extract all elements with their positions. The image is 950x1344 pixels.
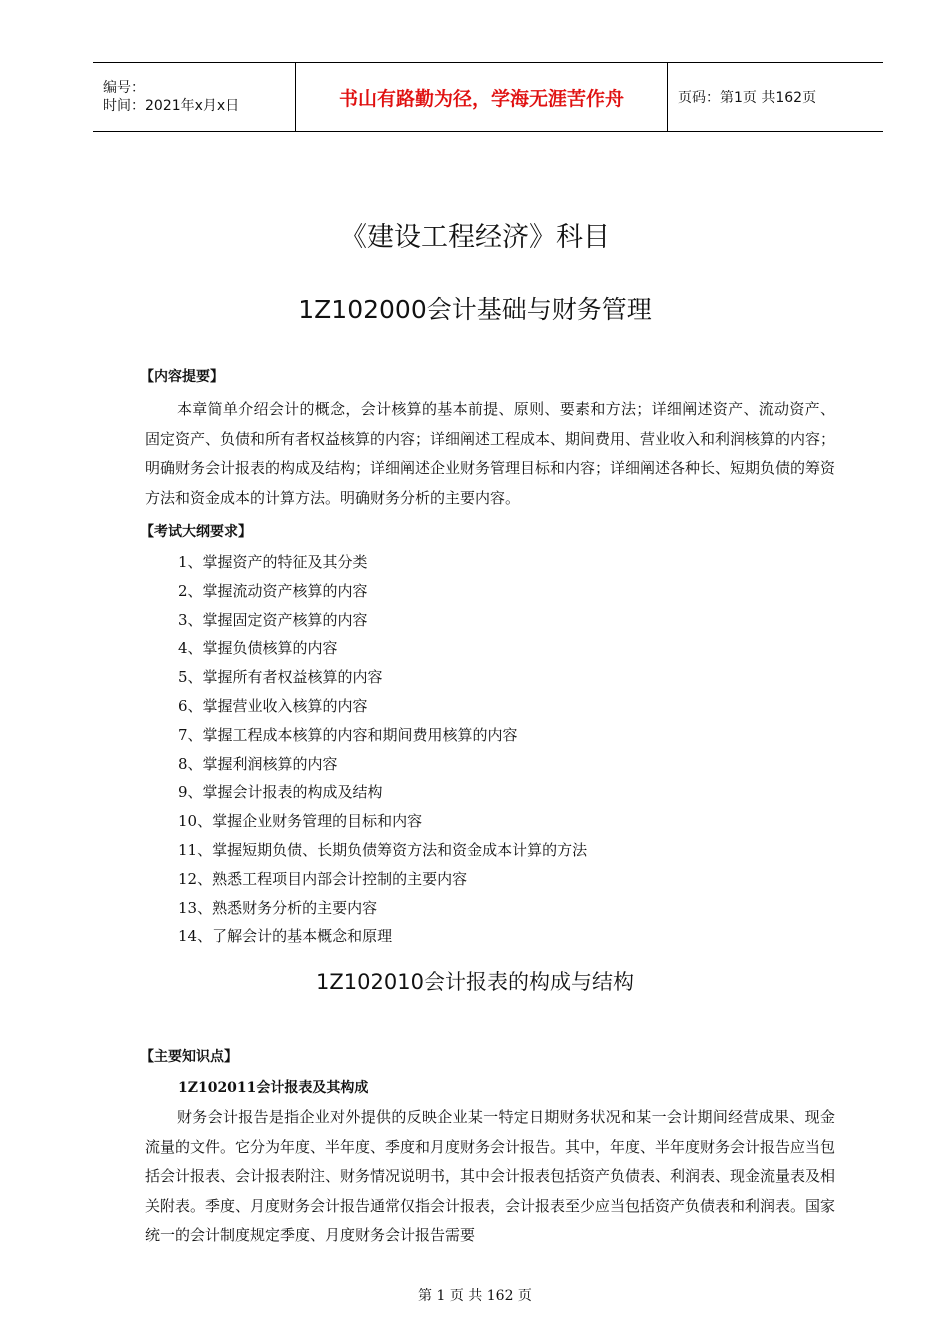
summary-heading: 【内容提要】	[140, 369, 224, 385]
syllabus-heading: 【考试大纲要求】	[140, 524, 252, 540]
list-item: 3、掌握固定资产核算的内容	[178, 610, 368, 629]
list-item: 12、熟悉工程项目内部会计控制的主要内容	[178, 869, 468, 888]
list-item: 1、掌握资产的特征及其分类	[178, 553, 368, 571]
list-item: 14、了解会计的基本概念和原理	[178, 927, 393, 946]
header-page-info: 页码：第1页 共162页	[678, 90, 817, 106]
list-item: 6、掌握营业收入核算的内容	[178, 696, 368, 715]
header-meta	[93, 63, 295, 131]
body-paragraph: 财务会计报告是指企业对外提供的反映企业某一特定日期财务状况和某一会计期间经营成果、现金流量的文件。它分为年度、半年度、季度和月度财务会计报告。其中，年度、半年度财务会计报告应当包括会计报表、会计报表附注、财务情况说明书，其中会计报表包括资产负债表、利润表、现金流量表及相关附表。季度、月度财务会计报告通常仅指会计报表，会计报表至少应当包括资产负债表和利润表。国家统一的会计制度规定季度、月度财务会计报告需要	[145, 1108, 836, 1244]
list-item: 11、掌握短期负债、长期负债筹资方法和资金成本计算的方法	[178, 840, 588, 859]
list-item: 8、掌握利润核算的内容	[178, 754, 338, 773]
page-footer: 第 1 页 共 162 页	[418, 1288, 532, 1304]
time-label: 时间：2021年x月x日	[103, 98, 240, 114]
list-item: 13、熟悉财务分析的主要内容	[178, 898, 378, 917]
list-item: 2、掌握流动资产核算的内容	[178, 581, 368, 600]
section-title: 1Z102010会计报表的构成与结构	[316, 970, 634, 994]
header-motto: 书山有路勤为径，学海无涯苦作舟	[295, 63, 668, 131]
page-header	[93, 62, 883, 132]
summary-paragraph: 本章简单介绍会计的概念，会计核算的基本前提、原则、要素和方法；详细阐述资产、流动资产、固定资产、负债和所有者权益核算的内容；详细阐述工程成本、期间费用、营业收入和利润核算的内容；明确财务会计报表的构成及结构；详细阐述企业财务管理目标和内容；详细阐述各种长、短期负债的筹资方法和资金成本的计算方法。明确财务分析的主要内容。	[145, 400, 836, 507]
list-item: 10、掌握企业财务管理的目标和内容	[178, 812, 423, 831]
knowledge-heading: 【主要知识点】	[140, 1049, 238, 1065]
list-item: 4、掌握负债核算的内容	[178, 639, 338, 658]
list-item: 5、掌握所有者权益核算的内容	[178, 668, 383, 687]
number-label: 编号：	[103, 80, 145, 96]
syllabus-list	[178, 548, 587, 951]
chapter-title: 1Z102000会计基础与财务管理	[298, 295, 652, 324]
subsection-title: 1Z102011会计报表及其构成	[178, 1080, 369, 1096]
list-item: 7、掌握工程成本核算的内容和期间费用核算的内容	[178, 725, 518, 744]
list-item: 9、掌握会计报表的构成及结构	[178, 783, 383, 802]
document-title: 《建设工程经济》科目	[340, 222, 610, 253]
